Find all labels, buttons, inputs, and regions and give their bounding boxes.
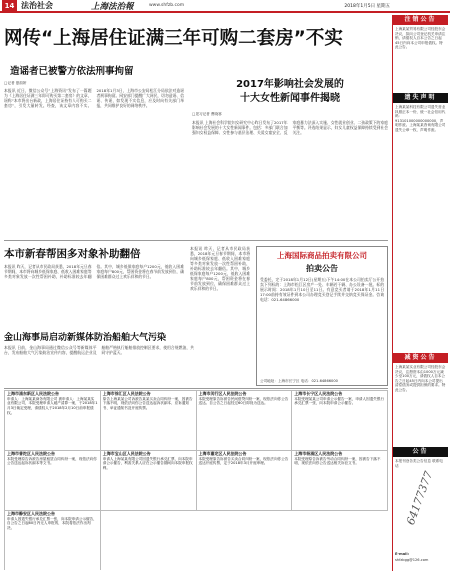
court-notice-body: 本院受理原告诉被告房屋租赁合同纠纷一案，现依法向你公告送达起诉状副本等文书。 <box>7 456 97 466</box>
story2-byline: □见习记者 曹晓寒 <box>192 112 222 116</box>
lead-body: 本报讯 近日，微信公众号“上海资讯”发布了一篇题为《上海居住证满三年即可购买第二套房》的文章，谣称“本市将出台新政，上海居住证持有人可购买二套房”，引发大量转发。经查，该文章内容不实。2018年1月3日，上海市公安局松江分局依法对造谣者刑事拘留。网安部门提醒广大网民，切勿造谣、信谣、传谣，如发现不实信息，应及时向有关部门举报，共同维护良好的网络秩序。 <box>4 88 184 108</box>
court-notice-body: 申请人：上海某某商务有限公司 被申请人：上海某某实业有限公司，本院受理申请人破产清算一案，于2018年1月3日裁定受理，请债权人于2018年2月10日前申报债权。 <box>7 396 98 415</box>
court-notice <box>292 391 388 451</box>
auction-title: 上海国际商品拍卖有限公司 <box>277 251 367 260</box>
story2-body: 本报讯 上海社会科学院妇女研究中心昨日发布了2017年影响社会发展的十大女性新闻事件。包括：多部门联合加强妇女权益保障、女性参与基层治理、关爱女童安全、反家庭暴力法深入实施、女性就业创业、二孩政策下的家庭平衡等。评选结果显示，妇女儿童权益保障持续受到社会关注。 <box>192 120 388 135</box>
story3-headline: 本市新春帮困多对象补助翻倍 <box>4 248 141 260</box>
site-url[interactable]: www.shfzb.com <box>149 3 185 8</box>
sidebar-text-capital: 上海某某实业有限公司经股东会决议，注册资本由1000万元减少至100万元，请债权人自本公告之日起45日内向本公司提出清偿债务或提供担保的要求。特此公告。 <box>395 365 446 392</box>
story4-body: 本报讯 日前，金山海事局通过微信公众号等新媒体平台，发布船舶大气污染防治宣传内容，提醒航运企业及船舶严格执行船舶排放控制区要求，使用合规燃油，共同守护蓝天。 <box>4 345 194 355</box>
story4-headline-block <box>4 330 194 344</box>
court-notice <box>5 511 101 570</box>
court-notice-title: 上海市闵行区人民法院公告 <box>198 391 247 396</box>
court-notice-body: 本院受理原告诉被告劳动合同纠纷一案，因被告下落不明，现依法向你公告送达相关诉讼文书。 <box>294 456 381 466</box>
story3-body: 本报讯 昨天，记者从市民政局获悉，2018年元旦春节期间，本市将向城乡低保家庭、低收入困难家庭等多类对象发放一次性帮困补助，补助标准较去年翻倍。其中，城乡低保家庭每户1200元，低收入困难家庭每户800元，帮困资金将在春节前发放到位，确保困难群众过上欢乐祥和的节日。 <box>4 264 184 279</box>
court-notice-body: 原告上海某某公司诉被告某某买卖合同纠纷一案，因被告下落不明，现依法向你公告送达起诉状副本、应诉通知书、举证通知书及开庭传票。 <box>102 396 193 411</box>
court-notice-title: 上海市宝山区人民法院公告 <box>102 451 151 456</box>
court-notice <box>101 391 197 451</box>
sidebar-head-cancellation: 注销公告 <box>393 15 448 25</box>
auction-notice <box>256 246 388 386</box>
court-notice <box>5 391 101 451</box>
sidebar-head-notice: 公告 <box>393 447 448 457</box>
lead-subhead: 造谣者已被警方依法刑事拘留 <box>10 66 134 77</box>
court-notice <box>197 391 293 451</box>
sidebar-email[interactable]: shfzbgg@126.com <box>395 558 429 563</box>
sidebar-head-lost: 遗失声明 <box>393 93 448 103</box>
auction-subtitle: 拍卖公告 <box>306 264 338 273</box>
court-notice-body: 本院受理原告诉被告买卖合同纠纷一案，现依法向你公告送达开庭传票，定于2018年3月开庭审理。 <box>198 456 289 466</box>
sidebar-text-lost: 上海某某科技有限公司遗失营业执照正本一份，统一社会信用代码：913101000000000000，声明作废。上海某某咨询有限公司遗失公章一枚，声明作废。 <box>395 105 446 132</box>
sidebar-text-cancellation: 上海某某贸易有限公司经股东会决议，拟向公司登记机关申请注销，请债权人自本公告之日起45日内向本公司申报债权。特此公告。 <box>395 27 446 50</box>
sidebar-text-notice: 本报刊登各类公告信息 联系电话 <box>395 459 443 468</box>
court-notice-body: 本院受理某某公司申请公示催告一案，申请人因遗失银行承兑汇票一张，向本院申请公示催告。 <box>294 396 385 406</box>
ads-sidebar <box>392 15 448 571</box>
story2-headline-block <box>192 78 388 110</box>
court-notice-title: 上海市长宁区人民法院公告 <box>294 391 343 396</box>
court-notice <box>5 451 101 511</box>
court-notice <box>292 451 388 511</box>
sidebar-head-capital: 减资公告 <box>393 353 448 363</box>
court-notice-title: 上海市杨浦区人民法院公告 <box>294 451 343 456</box>
lead-subhead-block <box>10 63 260 77</box>
story2-headline-line2: 十大女性新闻事件揭晓 <box>240 93 340 104</box>
auction-body: 受委托，定于2018年1月12日(星期五)下午14:00在本公司拍卖厅公开拍卖下列标的：上海市松江区房产一处、车辆若干辆、办公设备一批。标的展示时间：2018年1月10日至11日。有意竞买者请于2018年1月11日17:00前持有效证件到本公司办理竞买登记手续并交纳竞买保证金。咨询电话：021-64866000 <box>260 277 384 302</box>
court-notice <box>197 451 293 511</box>
court-notice-title: 上海市普陀区人民法院公告 <box>7 451 55 456</box>
court-notice-title: 上海市浦东新区人民法院公告 <box>7 391 59 396</box>
court-notice-title: 上海市静安区人民法院公告 <box>7 511 55 516</box>
newspaper-logo: 上海法治報 <box>91 1 134 12</box>
story4-headline: 金山海事局启动新媒体防治船舶大气污染 <box>4 333 167 343</box>
auction-footer: 公司地址：上海市长宁区 电话：021-64866000 <box>260 379 338 383</box>
masthead <box>0 0 450 13</box>
court-notices-grid <box>4 390 388 570</box>
court-notice <box>101 451 197 511</box>
sidebar-phone-stamp: 64177377 <box>403 469 436 527</box>
section-title: 法治社会 <box>21 0 53 10</box>
story3-headline-block <box>4 246 184 262</box>
sidebar-email-label: E-mail: <box>395 552 410 557</box>
lead-headline: 网传“上海居住证满三年可购二套房”不实 <box>4 28 343 49</box>
story2-headline: 2017年影响社会发展的 <box>236 79 344 90</box>
lead-byline: □记者 夏韵妍 <box>4 81 27 85</box>
court-notice-title: 上海市嘉定区人民法院公告 <box>198 451 247 456</box>
section-divider <box>4 240 388 241</box>
notices-divider <box>4 388 388 389</box>
court-notice-body: 本院受理原告诉被告民间借贷纠纷一案，现依法向你公告送达。自公告之日起经过60日即视为送达。 <box>198 396 289 406</box>
court-notice-body: 申请人因遗失银行承兑汇票一张，向本院申请公示催告，自公告之日起60日内无人申报的，本院将依法作出判决。 <box>7 516 97 531</box>
court-notice-body: 申请人上海某某有限公司因遗失银行承兑汇票，向本院申请公示催告，利害关系人应在公示催告期间向本院申报权利。 <box>102 456 193 471</box>
court-notice-title: 上海市徐汇区人民法院公告 <box>102 391 151 396</box>
page-number-badge: 14 <box>2 0 17 11</box>
issue-date: 2018年1月5日 星期五 <box>344 3 390 9</box>
lead-headline-block <box>4 28 384 62</box>
story3-continued: 本报讯 昨天，记者从市民政局获悉，2018年元旦春节期间，本市将向城乡低保家庭、低收入困难家庭等多类对象发放一次性帮困补助，补助标准较去年翻倍。其中，城乡低保家庭每户1200元，低收入困难家庭每户800元，帮困资金将在春节前发放到位，确保困难群众过上欢乐祥和的节日。 <box>190 246 250 291</box>
